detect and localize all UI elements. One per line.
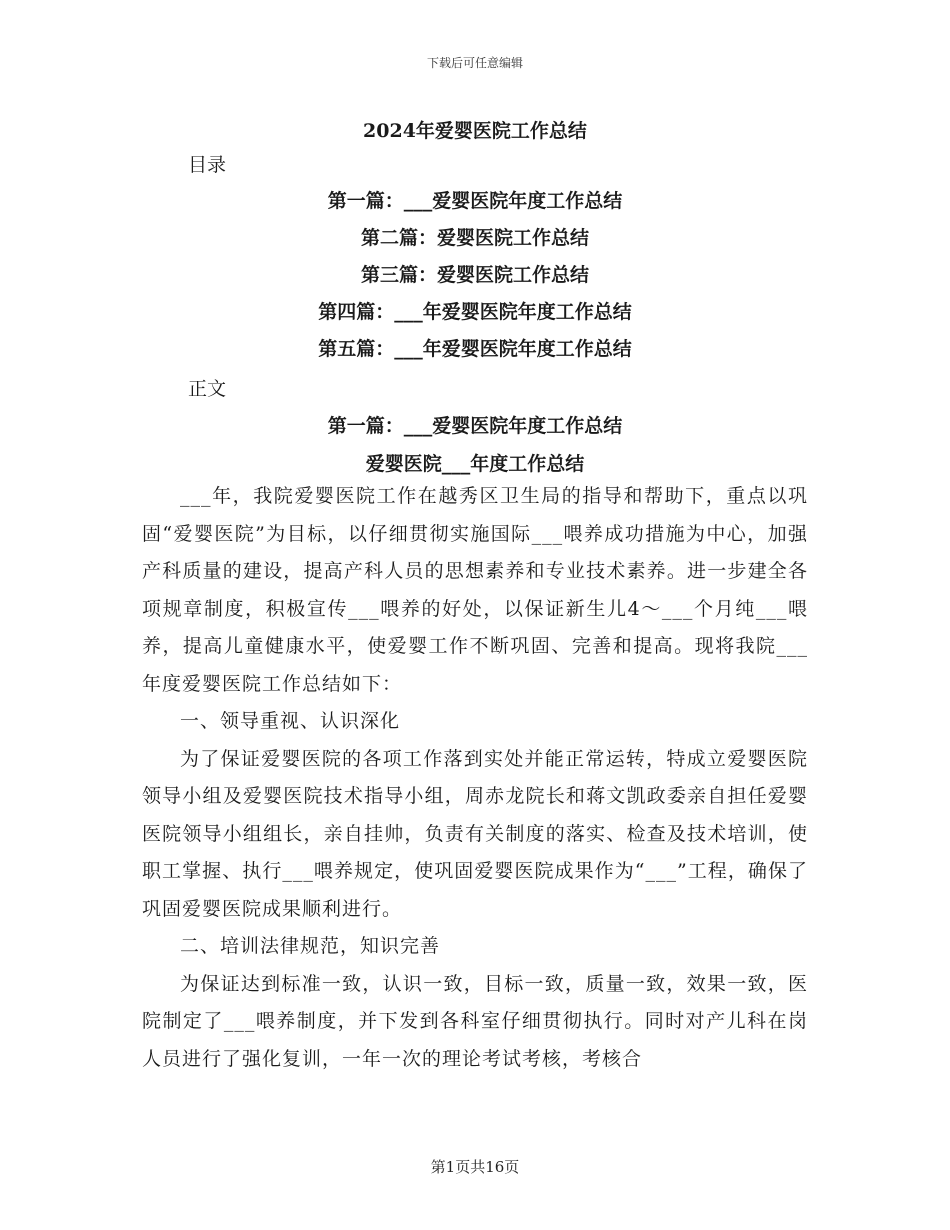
paragraph-section-1: 为了保证爱婴医院的各项工作落到实处并能正常运转，特成立爱婴医院领导小组及爱婴医院技术指导小组，周赤龙院长和蒋文凯政委亲自担任爱婴医院领导小组组长，亲自挂帅，负责有关制度的落实、检查及技术培训，使职工掌握、执行___喂养规定，使巩固爱婴医院成果作为“___”工程，确保了巩固爱婴医院成果顺利进行。 [142,747,808,920]
document-title: 2024年爱婴医院工作总结 [363,120,587,142]
table-of-contents [0,186,950,371]
article-body [142,478,808,1078]
section-heading-1: 一、领导重视、认识深化 [180,710,401,732]
article-title: 爱婴医院___年度工作总结 [365,453,585,475]
toc-entry-2: 第二篇：爱婴医院工作总结 [360,227,589,249]
page-number: 第1页共16页 [430,1158,520,1176]
page-header-note: 下载后可任意编辑 [426,56,523,70]
toc-entry-3: 第三篇：爱婴医院工作总结 [360,264,589,286]
toc-entry-5: 第五篇：___年爱婴医院年度工作总结 [318,338,632,360]
toc-entry-4: 第四篇：___年爱婴医院年度工作总结 [318,301,632,323]
toc-label: 目录 [188,154,227,176]
body-label: 正文 [188,378,227,400]
part-heading: 第一篇：___爱婴医院年度工作总结 [327,415,623,437]
paragraph-intro: ___年，我院爱婴医院工作在越秀区卫生局的指导和帮助下，重点以巩固“爱婴医院”为目标，以仔细贯彻实施国际___喂养成功措施为中心，加强产科质量的建设，提高产科人员的思想素养和专业技术素养。进一步建全各项规章制度，积极宣传___喂养的好处，以保证新生儿4～___个月纯___喂养，提高儿童健康水平，使爱婴工作不断巩固、完善和提高。现将我院___年度爱婴医院工作总结如下： [142,485,808,695]
toc-entry-1: 第一篇：___爱婴医院年度工作总结 [327,190,623,212]
paragraph-section-2: 为保证达到标准一致，认识一致，目标一致，质量一致，效果一致，医院制定了___喂养制度，并下发到各科室仔细贯彻执行。同时对产儿科在岗人员进行了强化复训，一年一次的理论考试考核，考核合 [142,972,808,1070]
section-heading-2: 二、培训法律规范，知识完善 [180,935,441,957]
